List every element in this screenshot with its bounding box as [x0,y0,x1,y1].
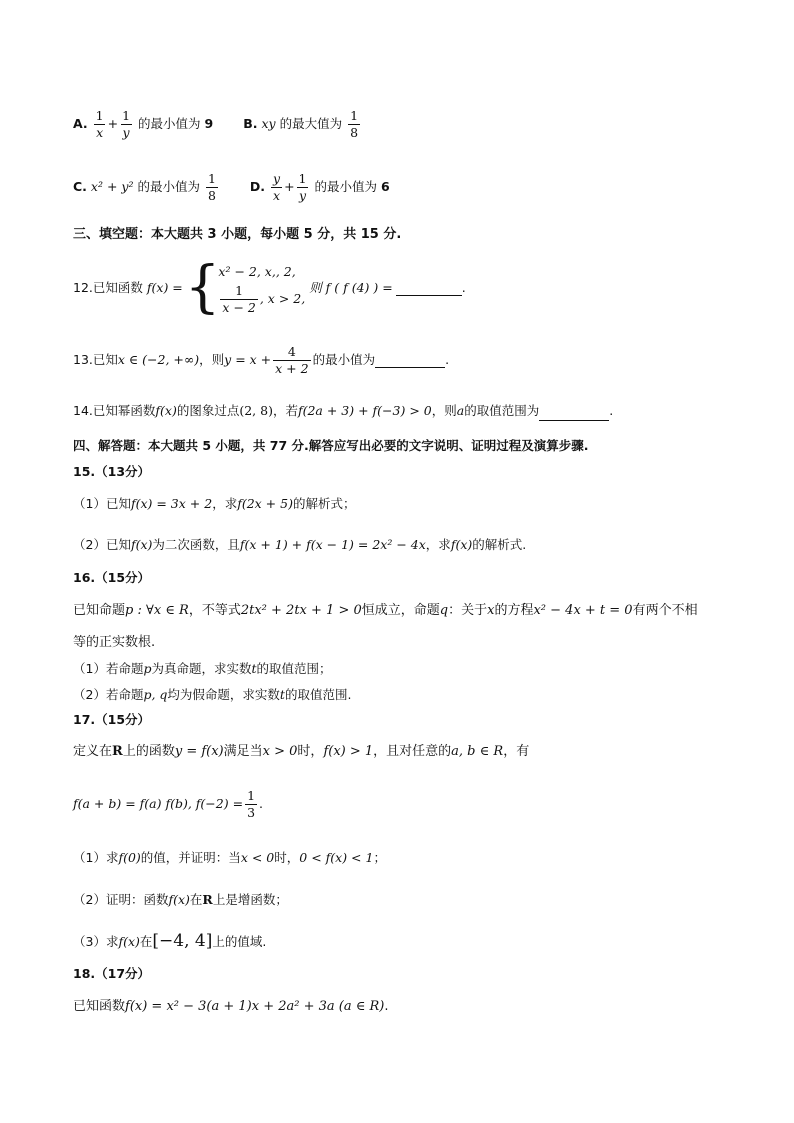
q17-frac: $\frac{1}{3}$ [247,787,256,820]
q13-expr: y = x + [224,352,272,367]
option-a-text: 的最小值为 [138,116,201,131]
option-c-expr: x² + y² [90,179,134,194]
q12-brace: { [184,255,221,320]
q12-prefix: 12.已知函数 [73,280,143,295]
option-d-frac2: $\frac{1}{y}$ [298,171,307,203]
q12: 12.已知函数 f(x) = { x² − 2, x,, 2, $\frac{1}{x - 2}$ , x > 2, 则 f ( f (4) ) = . [73,255,466,320]
q12-ask: 则 f ( f (4) ) = [309,280,393,295]
option-d-label: D. [249,179,266,194]
option-a-frac1: $\frac{1}{x}$ [95,108,104,140]
q18-stem: 已知函数f(x) = x² − 3(a + 1)x + 2a² + 3a (a ∈ R). [73,999,389,1014]
option-c-label: C. [73,179,87,194]
q17-stem-line2: f(a + b) = f(a) f(b), f(−2) = $\frac{1}{3}$ . [73,787,263,820]
option-d-value: 6 [380,179,390,194]
q15-title: 15.（13分） [73,464,151,479]
q17-part2: （2）证明：函数f(x)在R上是增函数； [73,892,288,907]
option-a-label: A. [73,116,88,131]
option-a-frac2: $\frac{1}{y}$ [122,108,131,140]
q12-answer-blank [396,281,462,296]
q12-case2: $\frac{1}{x - 2}$ , x > 2, [222,282,306,315]
q17-stem-line1: 定义在R上的函数y = f(x)满足当x > 0时，f(x) > 1，且对任意的a, b ∈ R，有 [73,744,530,759]
q17-part1: （1）求f(0)的值，并证明：当x < 0时，0 < f(x) < 1； [73,850,386,865]
q16-stem-line1: 已知命题p : ∀x ∈ R，不等式2tx² + 2tx + 1 > 0恒成立，命题q：关于x的方程x² − 4x + t = 0有两个不相 [73,603,698,618]
option-a-value: 9 [204,116,214,131]
option-c-frac: $\frac{1}{8}$ [207,171,216,203]
q12-case1: x² − 2, x,, 2, [218,263,296,279]
q13-frac: $\frac{4}{x + 2}$ [275,343,309,376]
option-b-expr: xy [261,116,276,131]
q17-title: 17.（15分） [73,712,151,727]
option-c-text: 的最小值为 [137,179,200,194]
q14-answer-blank [539,406,609,421]
q11-options-cd: C. x² + y² 的最小值为 $\frac{1}{8}$ D. $\frac{y}{x}$ + $\frac{1}{y}$ 的最小值为 6 [73,171,390,203]
q13-condition: x ∈ (−2, +∞) [117,352,200,367]
option-b-text: 的最大值为 [279,116,343,131]
q16-stem-line2: 等的正实数根. [73,635,156,650]
q15-part1: （1）已知f(x) = 3x + 2，求f(2x + 5)的解析式； [73,496,356,511]
section-3-heading: 三、填空题：本大题共 3 小题，每小题 5 分，共 15 分. [73,227,402,242]
q16-part1: （1）若命题p为真命题，求实数t的取值范围； [73,661,332,676]
q14-inequality: f(2a + 3) + f(−3) > 0 [297,403,432,418]
q12-cases [218,261,305,316]
q13-answer-blank [375,353,445,368]
q13: 13.已知 x ∈ (−2, +∞) ，则 y = x + $\frac{4}{x + 2}$ 的最小值为 . [73,343,450,376]
q17-part3: （3）求f(x)在[−4, 4]上的值域. [73,931,267,951]
option-d-frac1: $\frac{y}{x}$ [273,171,281,203]
option-b-frac: $\frac{1}{8}$ [350,108,359,140]
q12-fx: f(x) = [146,280,183,295]
q11-options-ab: A. $\frac{1}{x}$ + $\frac{1}{y}$ 的最小值为 9 B. xy 的最大值为 $\frac{1}{8}$ [73,108,359,140]
q14: 14.已知幂函数f(x)的图象过点(2, 8)，若f(2a + 3) + f(−3) > 0，则a的取值范围为 . [73,401,613,421]
option-b-label: B. [243,116,258,131]
q18-title: 18.（17分） [73,966,151,981]
section-4-heading: 四、解答题：本大题共 5 小题，共 77 分.解答应写出必要的文字说明、证明过程及演算步骤. [73,438,589,453]
q16-part2: （2）若命题p, q均为假命题，求实数t的取值范围. [73,687,352,702]
q15-part2: （2）已知f(x)为二次函数，且f(x + 1) + f(x − 1) = 2x² − 4x，求f(x)的解析式. [73,537,527,552]
option-d-text: 的最小值为 [314,179,377,194]
q16-title: 16.（15分） [73,570,151,585]
